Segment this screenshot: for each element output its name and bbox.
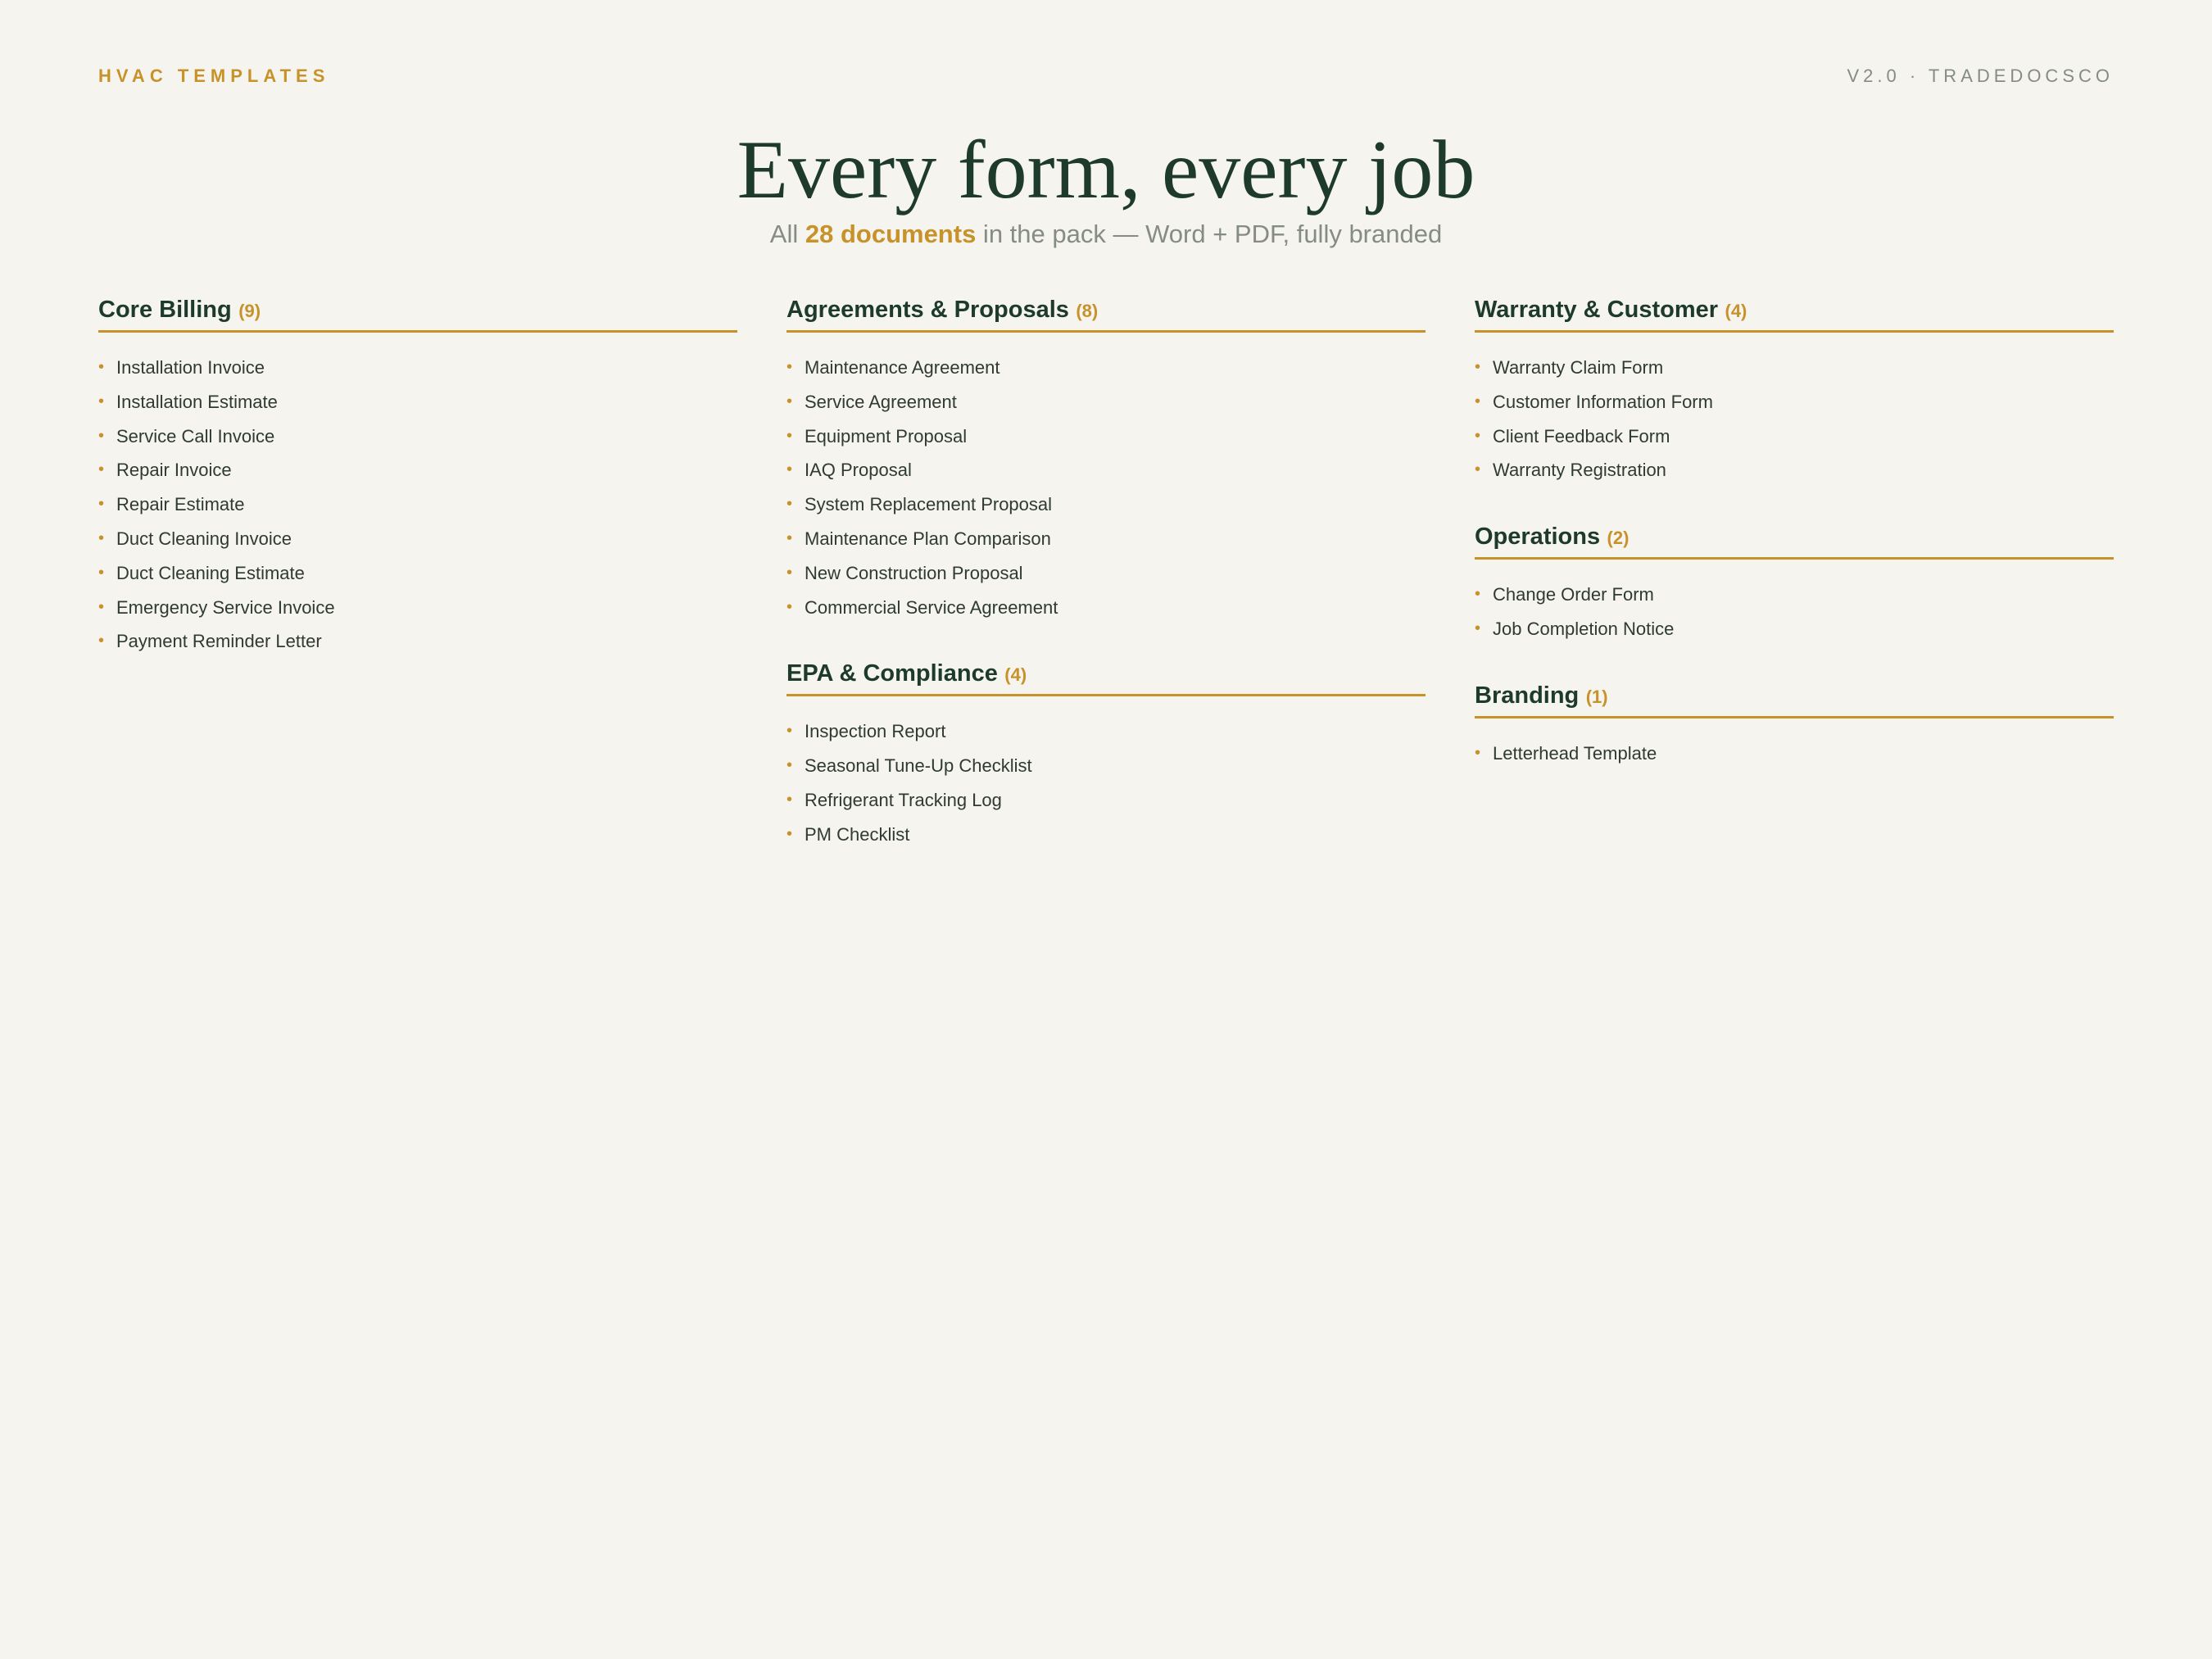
bullet-icon: • <box>1475 392 1481 410</box>
list-item <box>98 351 737 385</box>
version-label: V2.0 · TRADEDOCSCO <box>1847 66 2114 86</box>
bullet-icon: • <box>98 460 105 479</box>
bullet-icon: • <box>98 597 105 616</box>
list-item <box>1475 385 2114 419</box>
document-name: Client Feedback Form <box>1493 425 1670 446</box>
document-list <box>1475 737 2114 771</box>
document-count-highlight: 28 documents <box>805 220 977 248</box>
list-item <box>1475 453 2114 487</box>
section-agreements-proposals <box>786 297 1426 624</box>
section-title: Agreements & Proposals <box>786 297 1069 323</box>
list-item <box>786 453 1426 487</box>
document-columns <box>98 297 2114 888</box>
section-epa-compliance <box>786 660 1426 851</box>
bullet-icon: • <box>1475 426 1481 445</box>
section-count: (1) <box>1585 686 1608 707</box>
list-item <box>786 783 1426 818</box>
column-2 <box>786 297 1426 888</box>
bullet-icon: • <box>98 426 105 445</box>
bullet-icon: • <box>786 722 793 741</box>
document-name: Service Agreement <box>805 391 957 412</box>
list-item <box>786 419 1426 454</box>
list-item <box>1475 351 2114 385</box>
document-name: Repair Estimate <box>116 494 245 515</box>
list-item <box>786 818 1426 852</box>
section-header <box>1475 524 2114 560</box>
bullet-icon: • <box>98 632 105 650</box>
column-3 <box>1475 297 2114 888</box>
section-branding <box>1475 682 2114 771</box>
document-name: Equipment Proposal <box>805 425 968 446</box>
bullet-icon: • <box>786 495 793 514</box>
list-item <box>98 522 737 556</box>
bullet-icon: • <box>98 495 105 514</box>
document-name: Job Completion Notice <box>1493 618 1675 639</box>
document-list <box>786 714 1426 851</box>
document-name: IAQ Proposal <box>805 460 912 481</box>
document-name: Duct Cleaning Estimate <box>116 562 305 583</box>
section-header <box>1475 297 2114 333</box>
bullet-icon: • <box>1475 619 1481 637</box>
document-name: Payment Reminder Letter <box>116 631 322 652</box>
section-count: (2) <box>1607 528 1630 549</box>
section-count: (4) <box>1004 664 1027 686</box>
subtitle-suffix: in the pack — Word + PDF, fully branded <box>976 220 1443 248</box>
bullet-icon: • <box>786 392 793 410</box>
section-header <box>786 660 1426 696</box>
document-name: New Construction Proposal <box>805 562 1023 583</box>
list-item <box>786 385 1426 419</box>
list-item <box>786 749 1426 783</box>
bullet-icon: • <box>1475 585 1481 604</box>
document-list <box>786 351 1426 624</box>
bullet-icon: • <box>786 563 793 582</box>
list-item <box>1475 737 2114 771</box>
list-item <box>786 351 1426 385</box>
document-name: Warranty Claim Form <box>1493 357 1664 378</box>
list-item <box>98 624 737 659</box>
page-subtitle <box>0 220 2212 249</box>
subtitle-prefix: All <box>769 220 805 248</box>
section-count: (4) <box>1725 301 1747 321</box>
document-name: Customer Information Form <box>1493 391 1713 412</box>
bullet-icon: • <box>786 597 793 616</box>
bullet-icon: • <box>786 824 793 843</box>
list-item <box>98 556 737 591</box>
list-item <box>786 556 1426 591</box>
bullet-icon: • <box>786 528 793 547</box>
document-name: Commercial Service Agreement <box>805 596 1058 618</box>
list-item <box>1475 419 2114 454</box>
section-count: (9) <box>238 301 261 321</box>
document-name: System Replacement Proposal <box>805 494 1053 515</box>
document-name: Warranty Registration <box>1493 460 1666 481</box>
document-list <box>1475 351 2114 487</box>
list-item <box>786 522 1426 556</box>
bullet-icon: • <box>786 460 793 479</box>
section-warranty-customer <box>1475 297 2114 487</box>
list-item <box>98 419 737 454</box>
document-name: PM Checklist <box>805 823 910 845</box>
bullet-icon: • <box>1475 460 1481 479</box>
document-list <box>1475 578 2114 646</box>
section-title: Warranty & Customer <box>1475 297 1719 323</box>
document-name: Refrigerant Tracking Log <box>805 789 1002 810</box>
list-item <box>98 487 737 522</box>
document-name: Seasonal Tune-Up Checklist <box>805 755 1032 777</box>
document-name: Installation Invoice <box>116 357 265 378</box>
list-item <box>786 714 1426 749</box>
document-name: Inspection Report <box>805 721 946 742</box>
bullet-icon: • <box>1475 743 1481 762</box>
bullet-icon: • <box>1475 358 1481 376</box>
column-1 <box>98 297 737 888</box>
list-item <box>1475 578 2114 612</box>
document-name: Repair Invoice <box>116 460 232 481</box>
bullet-icon: • <box>98 528 105 547</box>
list-item <box>98 385 737 419</box>
section-core-billing <box>98 297 737 659</box>
bullet-icon: • <box>98 358 105 376</box>
brand-label: HVAC TEMPLATES <box>98 66 330 86</box>
section-count: (8) <box>1076 301 1099 321</box>
section-header <box>98 297 737 333</box>
section-operations <box>1475 524 2114 646</box>
section-header <box>1475 682 2114 718</box>
list-item <box>1475 612 2114 646</box>
bullet-icon: • <box>98 392 105 410</box>
document-name: Letterhead Template <box>1493 742 1657 764</box>
section-title: Core Billing <box>98 297 232 323</box>
document-name: Maintenance Agreement <box>805 357 1000 378</box>
document-name: Duct Cleaning Invoice <box>116 528 292 549</box>
document-list <box>98 351 737 659</box>
bullet-icon: • <box>786 426 793 445</box>
document-name: Emergency Service Invoice <box>116 596 335 618</box>
list-item <box>98 591 737 625</box>
bullet-icon: • <box>786 756 793 775</box>
document-name: Service Call Invoice <box>116 425 275 446</box>
document-name: Maintenance Plan Comparison <box>805 528 1051 549</box>
section-title: EPA & Compliance <box>786 660 998 687</box>
list-item <box>786 487 1426 522</box>
bullet-icon: • <box>786 358 793 376</box>
bullet-icon: • <box>786 790 793 809</box>
list-item <box>786 591 1426 625</box>
bullet-icon: • <box>98 563 105 582</box>
section-header <box>786 297 1426 333</box>
page-title: Every form, every job <box>737 124 1475 216</box>
document-name: Installation Estimate <box>116 391 278 412</box>
section-title: Branding <box>1475 682 1580 709</box>
list-item <box>98 453 737 487</box>
document-name: Change Order Form <box>1493 584 1654 605</box>
section-title: Operations <box>1475 524 1601 551</box>
